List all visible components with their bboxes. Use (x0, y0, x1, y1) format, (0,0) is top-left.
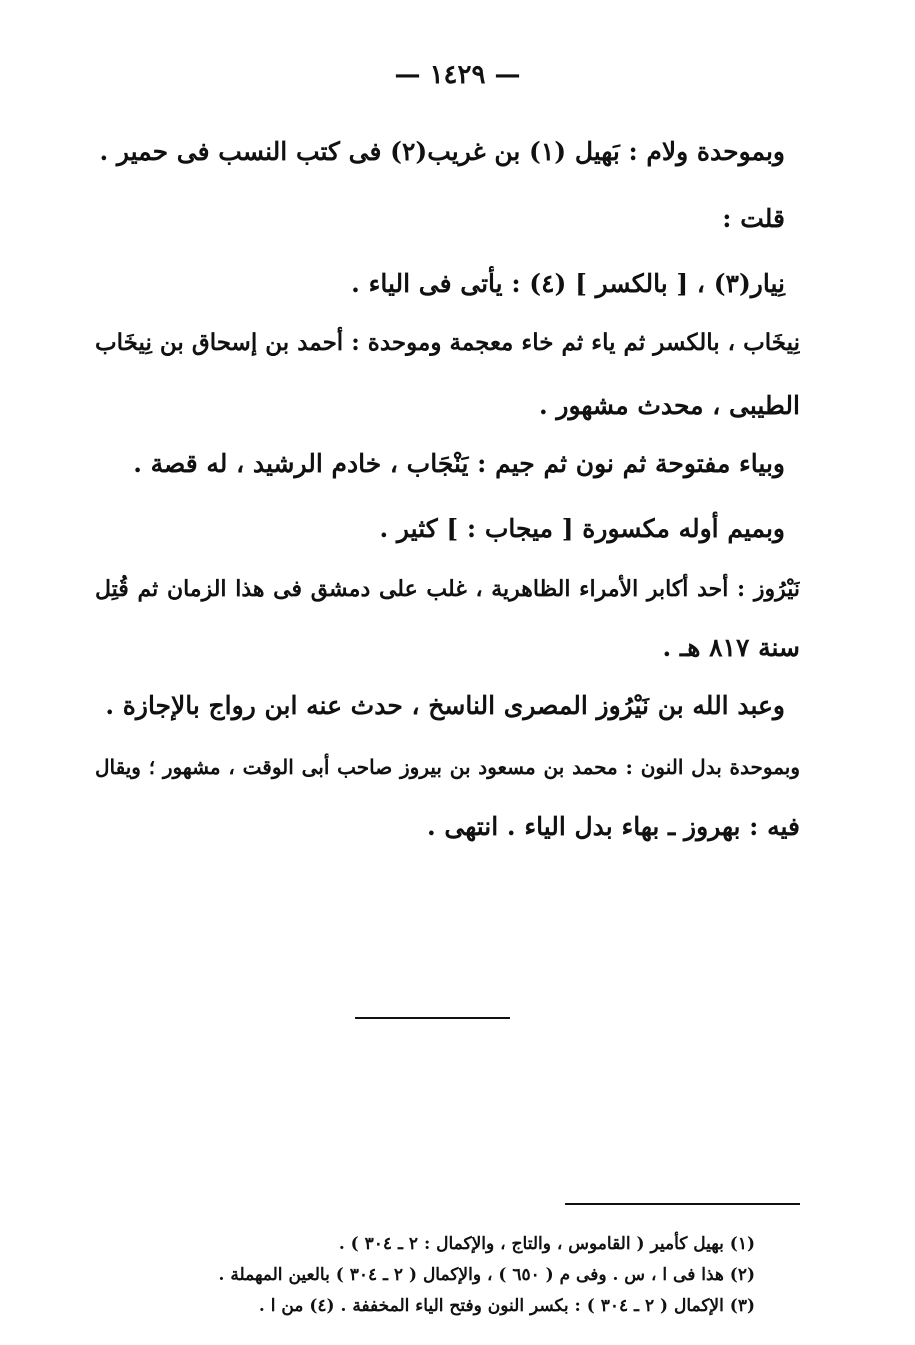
text-line-8: نَيْرُوز : أحد أكابر الأمراء الظاهرية ، غلب على دمشق فى هذا الزمان ثم قُتِل (95, 576, 800, 602)
footnote-3: (٣) الإكمال ( ٢ ـ ٣٠٤ ) : بكسر النون وفتح الياء المخففة . (٤) من ا . (258, 1296, 755, 1316)
footnote-2: (٢) هذا فى ا ، س . وفى م ( ٦٥٠ ) ، والإكمال ( ٢ ـ ٣٠٤ ) بالعين المهملة . (218, 1265, 755, 1285)
text-line-3: نِيار(٣) ، [ بالكسر ] (٤) : يأتى فى الياء . (351, 269, 785, 298)
text-line-4: نِيخَاب ، بالكسر ثم ياء ثم خاء معجمة وموحدة : أحمد بن إسحاق بن نِيخَاب (95, 329, 800, 356)
text-line-7: وبميم أوله مكسورة [ ميجاب : ] كثير . (379, 514, 785, 543)
text-line-1: وبموحدة ولام : بَهيل (١) بن غريب(٢) فى كتب النسب فى حمير . (99, 137, 785, 166)
text-line-6: وبياء مفتوحة ثم نون ثم جيم : يَنْجَاب ، خادم الرشيد ، له قصة . (133, 449, 785, 478)
text-line-5: الطيبى ، محدث مشهور . (539, 391, 800, 420)
text-line-12: فيه : بهروز ـ بهاء بدل الياء . انتهى . (427, 812, 800, 841)
section-divider (355, 1017, 510, 1019)
footnote-1: (١) بهيل كأمير ( القاموس ، والتاج ، والإكمال : ٢ ـ ٣٠٤ ) . (338, 1234, 755, 1254)
footnote-separator (565, 1203, 800, 1205)
text-line-11: وبموحدة بدل النون : محمد بن مسعود بن بيروز صاحب أبى الوقت ، مشهور ؛ ويقال (95, 755, 800, 779)
text-line-9: سنة ٨١٧ هـ . (662, 633, 800, 662)
page-number: — ١٤٢٩ — (394, 60, 521, 90)
text-line-2: قلت : (722, 204, 785, 233)
text-line-10: وعبد الله بن نَيْرُوز المصرى الناسخ ، حدث عنه ابن رواج بالإجازة . (105, 691, 785, 720)
